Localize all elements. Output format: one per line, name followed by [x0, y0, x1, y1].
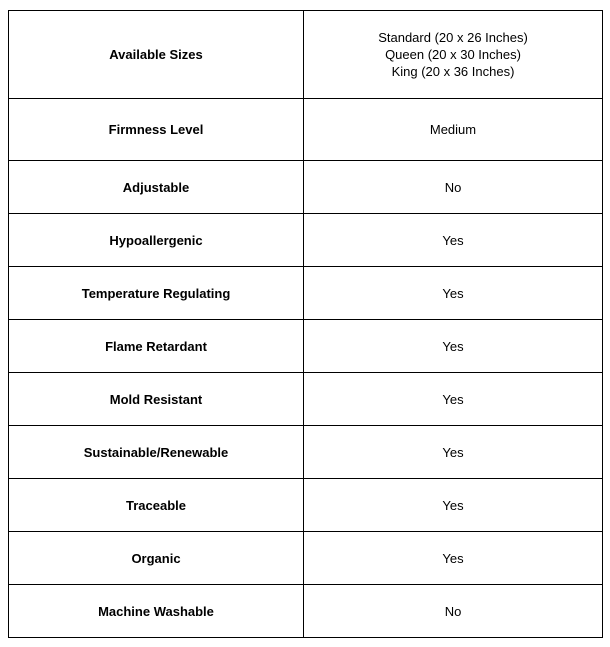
table-row: [9, 479, 603, 532]
spec-value: Yes: [304, 214, 603, 267]
product-spec-table: [8, 10, 603, 638]
table-row: [9, 585, 603, 638]
spec-label: Traceable: [9, 479, 304, 532]
spec-label: Adjustable: [9, 161, 304, 214]
spec-value: Medium: [304, 99, 603, 161]
spec-value: Yes: [304, 479, 603, 532]
table-row: [9, 99, 603, 161]
spec-label: Hypoallergenic: [9, 214, 304, 267]
spec-label: Organic: [9, 532, 304, 585]
spec-value: Yes: [304, 426, 603, 479]
spec-value: Yes: [304, 373, 603, 426]
spec-value: Yes: [304, 320, 603, 373]
table-row: [9, 426, 603, 479]
spec-label: Sustainable/Renewable: [9, 426, 304, 479]
spec-value: No: [304, 585, 603, 638]
table-row: [9, 532, 603, 585]
size-option: Queen (20 x 30 Inches): [385, 47, 521, 62]
spec-value: No: [304, 161, 603, 214]
spec-label: Available Sizes: [9, 11, 304, 99]
table-row: [9, 320, 603, 373]
size-option: Standard (20 x 26 Inches): [378, 30, 528, 45]
table-row: [9, 11, 603, 99]
spec-label: Firmness Level: [9, 99, 304, 161]
spec-value: Yes: [304, 267, 603, 320]
size-option: King (20 x 36 Inches): [391, 64, 515, 79]
spec-label: Flame Retardant: [9, 320, 304, 373]
spec-label: Temperature Regulating: [9, 267, 304, 320]
table-row: [9, 161, 603, 214]
table-row: [9, 267, 603, 320]
table-row: [9, 373, 603, 426]
spec-value: [304, 11, 603, 99]
spec-label: Mold Resistant: [9, 373, 304, 426]
spec-value: Yes: [304, 532, 603, 585]
table-row: [9, 214, 603, 267]
spec-label: Machine Washable: [9, 585, 304, 638]
